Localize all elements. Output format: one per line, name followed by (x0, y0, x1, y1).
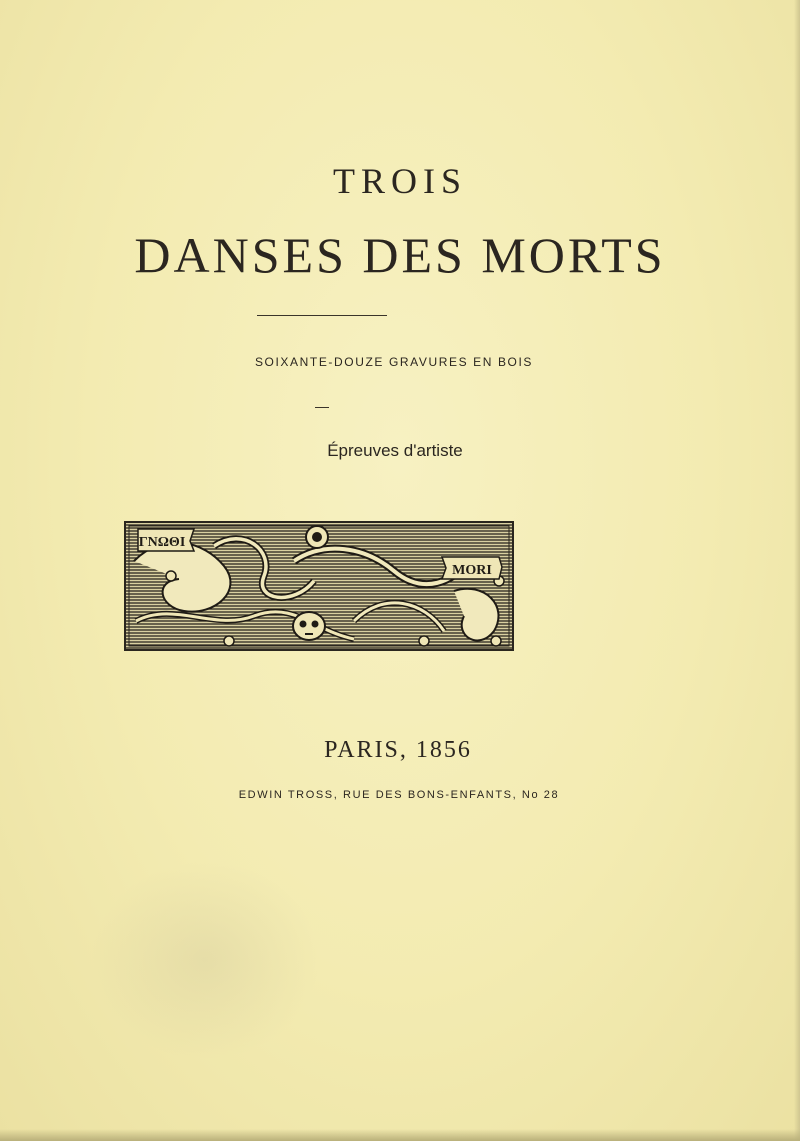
show-through-stain (90, 860, 320, 1060)
page-edge-bottom (0, 1129, 800, 1141)
title-line-1: TROIS (332, 161, 467, 201)
edition-note: Épreuves d'artiste (327, 441, 463, 460)
page-edge-right (794, 0, 800, 1141)
title-rule (257, 315, 387, 316)
subtitle: SOIXANTE-DOUZE GRAVURES EN BOIS (254, 355, 534, 369)
short-rule (315, 407, 329, 408)
title-line-2: DANSES DES MORTS (134, 227, 666, 283)
banner-left-text: ΓΝΩΘΙ (138, 535, 186, 550)
publisher: EDWIN TROSS, RUE DES BONS-ENFANTS, No 28 (238, 789, 560, 801)
place-year: PARIS, 1856 (324, 737, 472, 763)
woodcut-vignette (124, 521, 514, 651)
banner-right-text: MORI (452, 563, 492, 578)
